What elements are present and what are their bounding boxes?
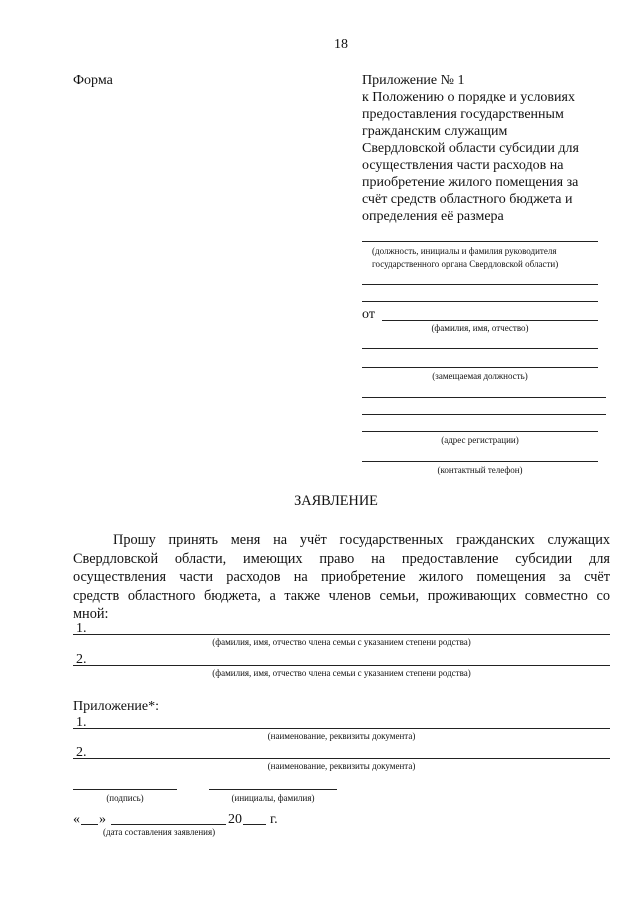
- attachment-num: 2.: [76, 745, 87, 760]
- signature-caption: (подпись): [106, 793, 144, 803]
- phone-caption: (контактный телефон): [437, 465, 523, 475]
- appendix-line: счёт средств областного бюджета и: [362, 192, 573, 207]
- appendix-line: гражданским служащим: [362, 124, 508, 139]
- attachment-caption: (наименование, реквизиты документа): [267, 761, 416, 771]
- body-line: осуществления части расходов на приобретение жилого помещения за счёт: [73, 569, 610, 585]
- date-caption: (дата составления заявления): [103, 827, 216, 837]
- appendix-block: [362, 72, 612, 225]
- appendix-line: к Положению о порядке и условиях: [362, 90, 575, 105]
- body-line: мной:: [73, 606, 109, 622]
- year-prefix: 20: [228, 812, 242, 827]
- appendix-line: приобретение жилого помещения за: [362, 175, 579, 190]
- from-label: от: [362, 307, 375, 322]
- appendix-line: определения её размера: [362, 209, 504, 224]
- attachments-label: Приложение*:: [73, 699, 160, 714]
- date-year-line[interactable]: [243, 824, 266, 825]
- phone-line[interactable]: [362, 461, 598, 462]
- address-line[interactable]: [362, 414, 606, 415]
- head-caption-1: (должность, инициалы и фамилия руководителя: [372, 246, 557, 256]
- body-line: Свердловской области, имеющих право на предоставление субсидии для: [73, 550, 610, 567]
- head-caption-2: государственного органа Свердловской области): [372, 259, 559, 269]
- blank-line[interactable]: [362, 284, 598, 285]
- attachment-line[interactable]: [73, 728, 610, 729]
- date-open-quote: «: [73, 812, 80, 827]
- form-label: Форма: [73, 73, 113, 88]
- blank-line[interactable]: [362, 301, 598, 302]
- date-day-line[interactable]: [81, 824, 98, 825]
- statement-body: [73, 531, 610, 624]
- position-caption: (замещаемая должность): [432, 371, 528, 381]
- body-line: Прошу принять меня на учёт государственных гражданских служащих: [113, 532, 610, 548]
- signature-line[interactable]: [73, 789, 177, 790]
- position-line[interactable]: [362, 348, 598, 349]
- appendix-line: предоставления государственным: [362, 107, 564, 122]
- family-num: 2.: [76, 652, 87, 667]
- initials-caption: (инициалы, фамилия): [231, 793, 315, 803]
- family-caption: (фамилия, имя, отчество члена семьи с указанием степени родства): [212, 668, 471, 678]
- appendix-line: осуществления части расходов на: [362, 158, 564, 173]
- name-caption: (фамилия, имя, отчество): [431, 323, 529, 333]
- address-line[interactable]: [362, 397, 606, 398]
- family-line[interactable]: [73, 634, 610, 635]
- appendix-line: Свердловской области субсидии для: [362, 141, 579, 156]
- address-line[interactable]: [362, 431, 598, 432]
- position-line[interactable]: [362, 367, 598, 368]
- family-caption: (фамилия, имя, отчество члена семьи с указанием степени родства): [212, 637, 471, 647]
- name-line[interactable]: [382, 320, 598, 321]
- date-close-quote: »: [99, 812, 106, 827]
- family-line[interactable]: [73, 665, 610, 666]
- appendix-title: Приложение № 1: [362, 73, 465, 88]
- attachment-num: 1.: [76, 715, 87, 730]
- initials-line[interactable]: [209, 789, 337, 790]
- year-suffix: г.: [270, 812, 278, 827]
- date-month-line[interactable]: [111, 824, 226, 825]
- statement-title: ЗАЯВЛЕНИЕ: [294, 493, 378, 509]
- page-number: 18: [334, 37, 348, 52]
- family-num: 1.: [76, 621, 87, 636]
- body-line: средств областного бюджета, а также членов семьи, проживающих совместно со: [73, 587, 610, 604]
- address-caption: (адрес регистрации): [441, 435, 519, 445]
- attachment-caption: (наименование, реквизиты документа): [267, 731, 416, 741]
- head-line[interactable]: [362, 241, 598, 242]
- attachment-line[interactable]: [73, 758, 610, 759]
